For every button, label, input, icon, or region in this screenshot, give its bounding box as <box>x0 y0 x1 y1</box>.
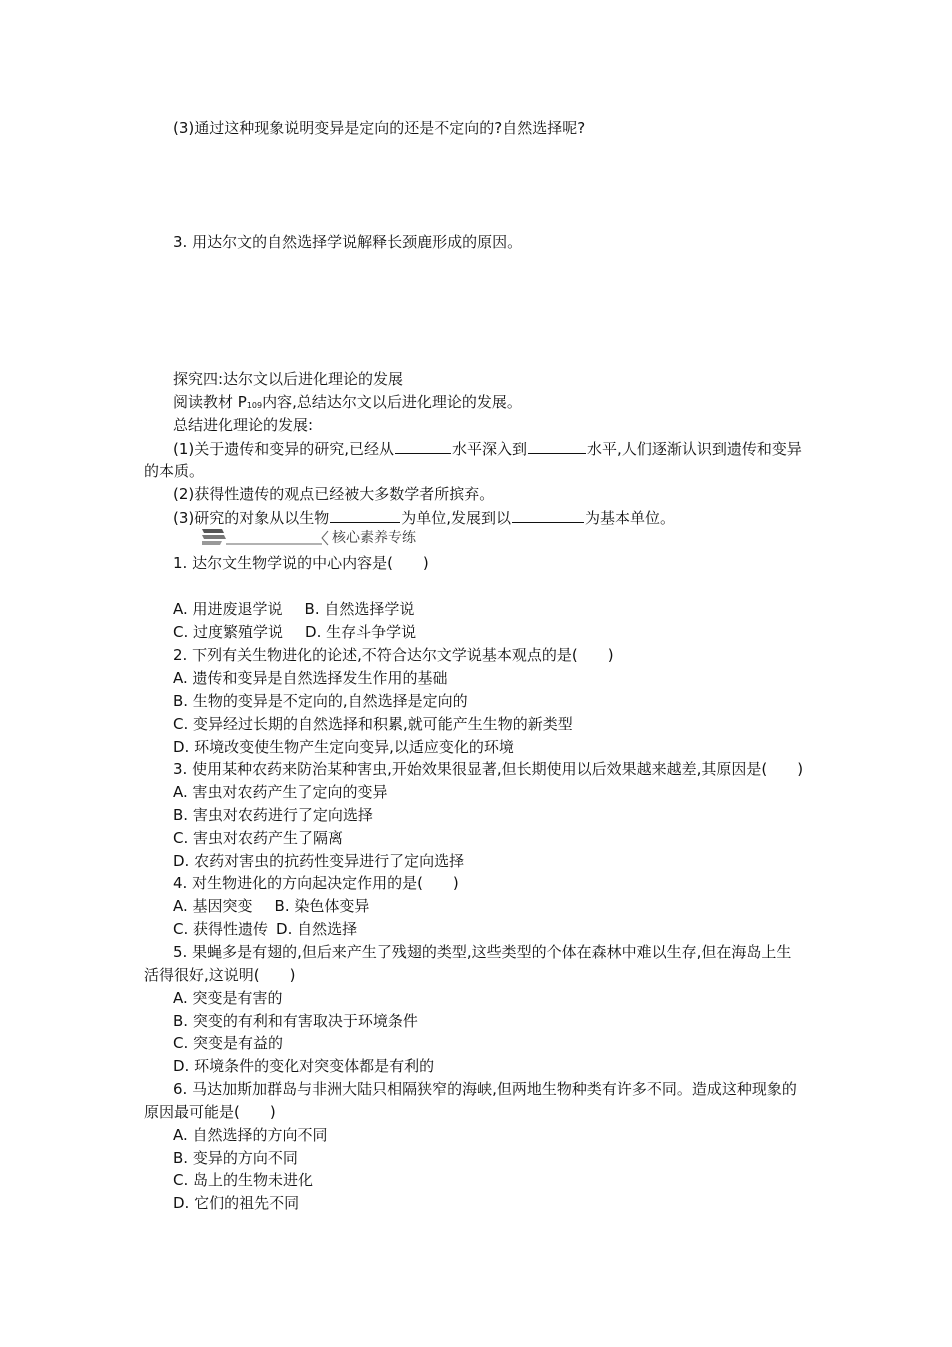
q6-option-d[interactable]: D. 它们的祖先不同 <box>173 1194 300 1212</box>
q4-options-row2 <box>173 918 357 940</box>
q1-option-b[interactable]: B. 自然选择学说 <box>304 600 415 618</box>
reading-text-pre: 阅读教材 P <box>173 393 247 411</box>
q6-stem-line1: 6. 马达加斯加群岛与非洲大陆只相隔狭窄的海峡,但两地生物种类有许多不同。造成这种现象的 <box>173 1080 797 1098</box>
q3-stem: 3. 使用某种农药来防治某种害虫,开始效果很显著,但长期使用以后效果越来越差,其原因是( ) <box>173 760 804 778</box>
q2-option-d[interactable]: D. 环境改变使生物产生定向变异,以适应变化的环境 <box>173 738 514 756</box>
reading-page-number: 109 <box>246 401 263 410</box>
q5-stem-line2: 活得很好,这说明( ) <box>144 966 296 984</box>
q4-stem: 4. 对生物进化的方向起决定作用的是( ) <box>173 874 459 892</box>
q4-option-a[interactable]: A. 基因突变 <box>173 897 253 915</box>
q2-option-a[interactable]: A. 遗传和变异是自然选择发生作用的基础 <box>173 669 448 687</box>
q4-option-c[interactable]: C. 获得性遗传 <box>173 920 269 938</box>
q4-option-b[interactable]: B. 染色体变异 <box>274 897 370 915</box>
explore4-item-1-cont: 的本质。 <box>144 462 205 480</box>
banner-title: 核心素养专练 <box>332 530 416 546</box>
blank-unit-2[interactable] <box>512 506 584 523</box>
q3-option-d[interactable]: D. 农药对害虫的抗药性变异进行了定向选择 <box>173 852 465 870</box>
q6-option-b[interactable]: B. 变异的方向不同 <box>173 1149 298 1167</box>
blank-level-2[interactable] <box>528 437 586 454</box>
q5-stem-line1: 5. 果蝇多是有翅的,但后来产生了残翅的类型,这些类型的个体在森林中难以生存,但在海岛上生 <box>173 943 792 961</box>
q6-stem-line2: 原因最可能是( ) <box>144 1103 276 1121</box>
q3-option-b[interactable]: B. 害虫对农药进行了定向选择 <box>173 806 373 824</box>
blank-unit-1[interactable] <box>330 506 400 523</box>
q1-option-a[interactable]: A. 用进废退学说 <box>173 600 283 618</box>
blank-level-1[interactable] <box>395 437 451 454</box>
q3-option-c[interactable]: C. 害虫对农药产生了隔离 <box>173 829 344 847</box>
q6-option-c[interactable]: C. 岛上的生物未进化 <box>173 1171 314 1189</box>
q2-option-b[interactable]: B. 生物的变异是不定向的,自然选择是定向的 <box>173 692 468 710</box>
explore4-summary-title: 总结进化理论的发展: <box>173 416 314 434</box>
q1-stem: 1. 达尔文生物学说的中心内容是( ) <box>173 554 429 572</box>
item3-text-b: 为单位,发展到以 <box>401 509 512 527</box>
q4-options-row1 <box>173 895 369 917</box>
question-giraffe: 3. 用达尔文的自然选择学说解释长颈鹿形成的原因。 <box>173 233 523 251</box>
item1-text-a: (1)关于遗传和变异的研究,已经从 <box>173 440 395 458</box>
q4-option-d[interactable]: D. 自然选择 <box>276 920 358 938</box>
explore4-heading: 探究四:达尔文以后进化理论的发展 <box>173 370 404 388</box>
q1-options-row1 <box>173 598 414 620</box>
q2-stem: 2. 下列有关生物进化的论述,不符合达尔文学说基本观点的是( ) <box>173 646 614 664</box>
item1-text-b: 水平深入到 <box>452 440 528 458</box>
q1-option-c[interactable]: C. 过度繁殖学说 <box>173 623 284 641</box>
q5-option-b[interactable]: B. 突变的有利和有害取决于环境条件 <box>173 1012 418 1030</box>
question-3-subpart: (3)通过这种现象说明变异是定向的还是不定向的?自然选择呢? <box>173 119 586 137</box>
q3-option-a[interactable]: A. 害虫对农药产生了定向的变异 <box>173 783 388 801</box>
q1-option-d[interactable]: D. 生存斗争学说 <box>305 623 417 641</box>
item3-text-a: (3)研究的对象从以生物 <box>173 509 330 527</box>
explore4-reading <box>173 391 522 413</box>
reading-text-post: 内容,总结达尔文以后进化理论的发展。 <box>262 393 522 411</box>
explore4-item-2: (2)获得性遗传的观点已经被大多数学者所摈弃。 <box>173 485 495 503</box>
q5-option-d[interactable]: D. 环境条件的变化对突变体都是有利的 <box>173 1057 435 1075</box>
q2-option-c[interactable]: C. 变异经过长期的自然选择和积累,就可能产生生物的新类型 <box>173 715 573 733</box>
q6-option-a[interactable]: A. 自然选择的方向不同 <box>173 1126 328 1144</box>
explore4-item-3 <box>173 506 675 528</box>
section-banner <box>200 527 440 549</box>
q5-option-a[interactable]: A. 突变是有害的 <box>173 989 283 1007</box>
item3-text-c: 为基本单位。 <box>585 509 676 527</box>
q1-options-row2 <box>173 621 416 643</box>
explore4-item-1 <box>173 437 802 459</box>
q5-option-c[interactable]: C. 突变是有益的 <box>173 1034 284 1052</box>
item1-text-c: 水平,人们逐渐认识到遗传和变异 <box>587 440 802 458</box>
